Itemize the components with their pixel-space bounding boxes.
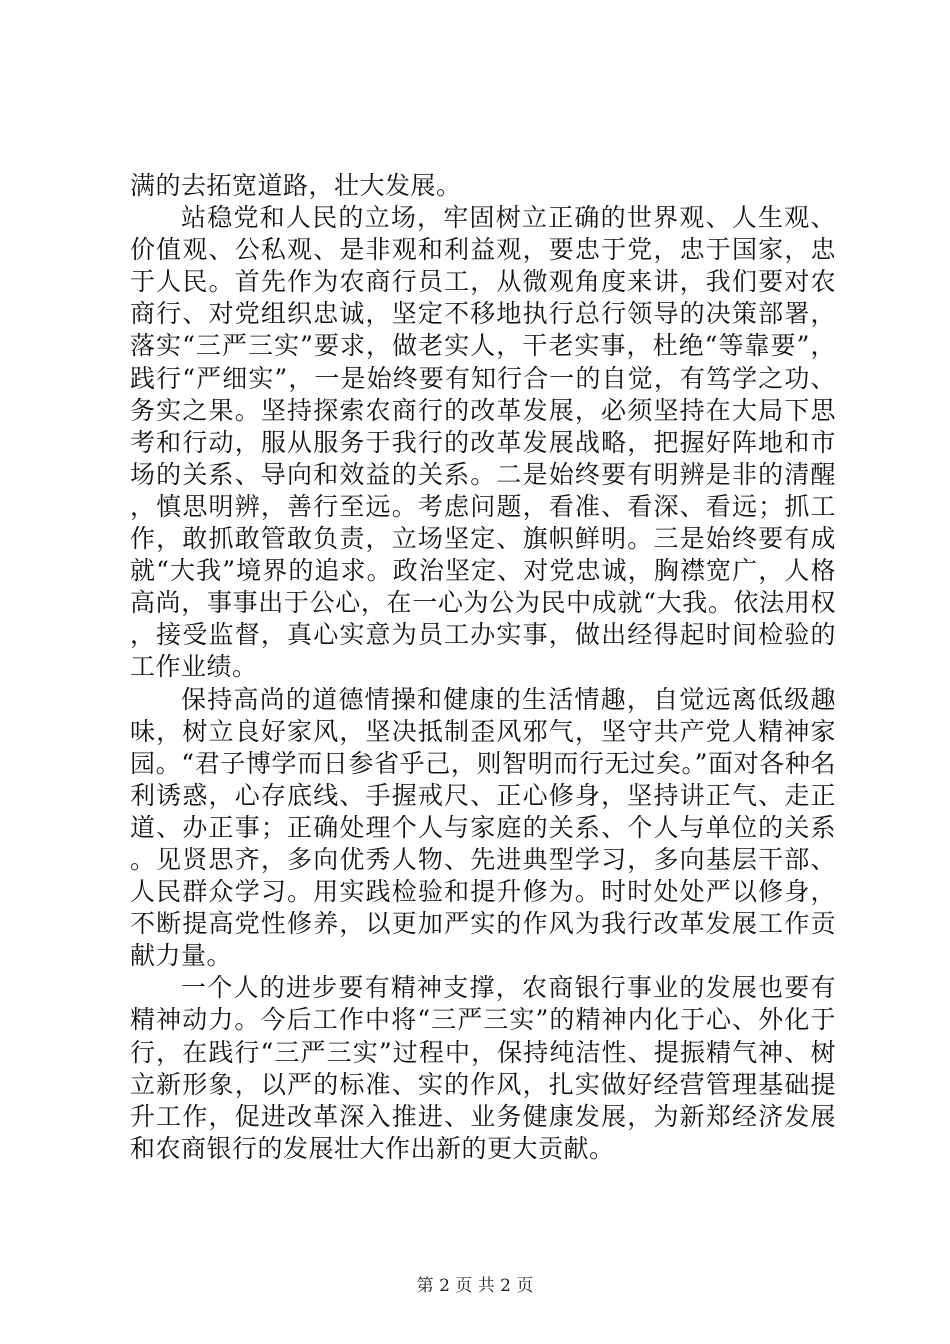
- page-number-label: 第 2 页 共 2 页: [416, 1276, 534, 1296]
- paragraph-4: 一个人的进步要有精神支撑，农商银行事业的发展也要有精神动力。今后工作中将“三严三实”的精神内化于心、外化于行，在践行“三严三实”过程中，保持纯洁性、提振精气神、树立新形象，以严的标准、实的作风，扎实做好经营管理基础提升工作，促进改革深入推进、业务健康发展，为新郑经济发展和农商银行的发展壮大作出新的更大贡献。: [130, 973, 836, 1163]
- body-text: [130, 170, 836, 1165]
- paragraph-3: 保持高尚的道德情操和健康的生活情趣，自觉远离低级趣味，树立良好家风，坚决抵制歪风邪气，坚守共产党人精神家园。“君子博学而日参省乎己，则智明而行无过矣。”面对各种名利诱惑，心存底线、手握戒尺、正心修身，坚持讲正气、走正道、办正事；正确处理个人与家庭的关系、个人与单位的关系。见贤思齐，多向优秀人物、先进典型学习，多向基层干部、人民群众学习。用实践检验和提升修为。时时处处严以修身，不断提高党性修养，以更加严实的作风为我行改革发展工作贡献力量。: [130, 684, 836, 971]
- paragraph-1: 满的去拓宽道路，壮大发展。: [130, 171, 462, 200]
- paragraph-2: 站稳党和人民的立场，牢固树立正确的世界观、人生观、价值观、公私观、是非观和利益观，要忠于党，忠于国家，忠于人民。首先作为农商行员工，从微观角度来讲，我们要对农商行、对党组织忠诚，坚定不移地执行总行领导的决策部署，落实“三严三实”要求，做老实人，干老实事，杜绝“等靠要”，践行“严细实”，一是始终要有知行合一的自觉，有笃学之功、务实之果。坚持探索农商行的改革发展，必须坚持在大局下思考和行动，服从服务于我行的改革发展战略，把握好阵地和市场的关系、导向和效益的关系。二是始终要有明辨是非的清醒，慎思明辨，善行至远。考虑问题，看准、看深、看远；抓工作，敢抓敢管敢负责，立场坚定、旗帜鲜明。三是始终要有成就“大我”境界的追求。政治坚定、对党忠诚，胸襟宽广，人格高尚，事事出于公心，在一心为公为民中成就“大我。依法用权，接受监督，真心实意为员工办实事，做出经得起时间检验的工作业绩。: [130, 203, 836, 682]
- page-footer: [0, 1275, 950, 1297]
